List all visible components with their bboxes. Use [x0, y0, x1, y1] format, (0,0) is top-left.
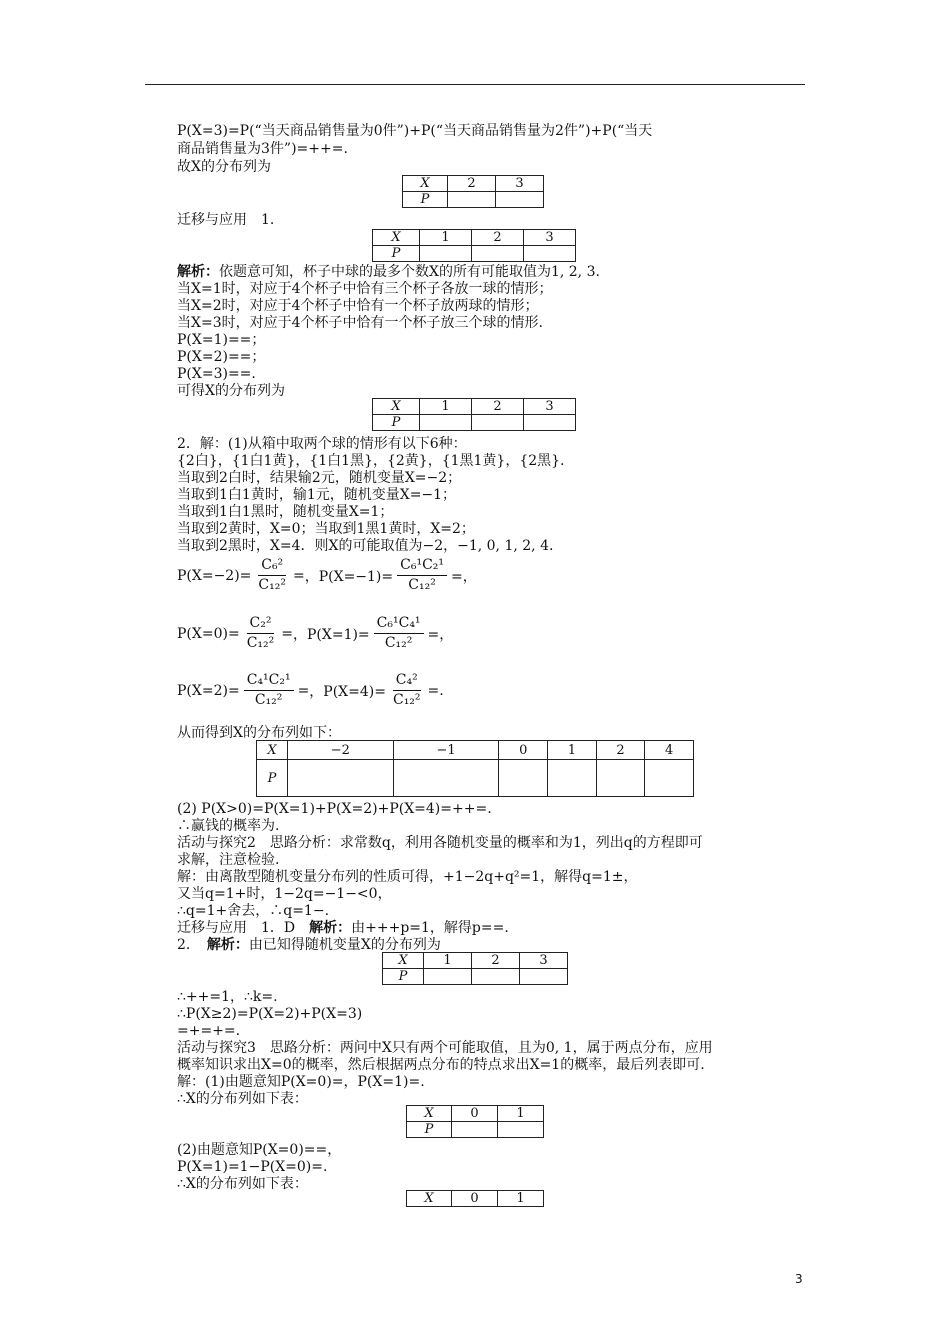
text-line: 当取到2黄时，X=0；当取到1黑1黄时，X=2； — [177, 521, 475, 537]
table-cell — [393, 760, 499, 797]
table-cell: 1 — [498, 1191, 544, 1207]
formula-tail: = — [281, 625, 293, 642]
formula-lhs: ，P(X=4)= — [309, 683, 386, 700]
table-cell: 0 — [452, 1191, 498, 1207]
formula-lhs: P(X=2)= — [177, 682, 240, 699]
table-cell: 1 — [498, 1106, 544, 1122]
table-header-p: P — [407, 1122, 452, 1138]
table-cell: 1 — [548, 741, 597, 760]
text-span: 由+++p=1，解得p==. — [351, 920, 509, 936]
text-line: ∴X的分布列如下表： — [177, 1176, 308, 1192]
text-span: 依题意可知，杯子中球的最多个数X的所有可能取值为1, 2, 3. — [219, 264, 600, 280]
table-cell — [424, 969, 472, 985]
fraction-numerator: C₄² — [393, 672, 421, 691]
text-line: 可得X的分布列为 — [177, 383, 285, 399]
text-line — [177, 937, 441, 953]
table-cell: 2 — [448, 176, 496, 192]
analysis-label: 解析： — [309, 920, 352, 936]
text-line — [177, 264, 600, 280]
text-line: ∴q=1+舍去，∴q=1−. — [177, 903, 330, 919]
fraction-numerator: C₆² — [258, 557, 286, 576]
table-cell — [448, 192, 496, 208]
fraction-denominator: C₁₂² — [258, 577, 286, 593]
analysis-label: 解析： — [177, 264, 219, 280]
fraction-denominator: C₁₂² — [392, 692, 421, 708]
table-cell — [645, 760, 694, 797]
table-header-x: X — [383, 953, 424, 969]
table-cell — [524, 415, 576, 431]
table-header-x: X — [407, 1106, 452, 1122]
table-header-x: X — [373, 230, 420, 246]
table-cell — [452, 1122, 498, 1138]
text-line: 当取到2白时，结果输2元，随机变量X=−2； — [177, 470, 462, 486]
text-span: 迁移与应用 1．D — [177, 920, 310, 936]
table-cell — [472, 415, 524, 431]
table-header-p: P — [383, 969, 424, 985]
text-span: 由已知得随机变量X的分布列为 — [248, 937, 441, 953]
table-header-x: X — [257, 741, 288, 760]
table-cell: 3 — [524, 399, 576, 415]
distribution-table-5 — [382, 952, 568, 985]
fraction-denominator: C₁₂² — [408, 577, 436, 593]
table-cell: 3 — [520, 953, 568, 969]
formula-tail: =， — [451, 568, 477, 585]
text-line: 当X=3时，对应于4个杯子中恰有一个杯子放三个球的情形. — [177, 315, 543, 331]
table-cell: 1 — [420, 230, 472, 246]
distribution-table-2 — [372, 229, 576, 262]
text-line: 商品销售量为3件”)=++=. — [177, 141, 348, 157]
distribution-table-1 — [402, 175, 544, 208]
table-cell — [596, 760, 645, 797]
table-cell — [472, 246, 524, 262]
text-line: P(X=2)==； — [177, 349, 266, 365]
table-cell — [548, 760, 597, 797]
text-line: (2) P(X>0)=P(X=1)+P(X=2)+P(X=4)=++=. — [177, 801, 492, 817]
table-cell: −2 — [288, 741, 394, 760]
text-line: 解：由离散型随机变量分布列的性质可得，+1−2q+q²=1，解得q=1±， — [177, 869, 638, 885]
text-line: ∴P(X≥2)=P(X=2)+P(X=3) — [177, 1006, 363, 1022]
table-cell: 2 — [472, 953, 520, 969]
fraction — [244, 615, 278, 652]
table-cell: −1 — [393, 741, 499, 760]
fraction-numerator: C₂² — [247, 615, 275, 634]
fraction — [397, 557, 447, 594]
fraction-denominator: C₁₂² — [246, 635, 275, 651]
table-cell — [420, 246, 472, 262]
text-line: 故X的分布列为 — [177, 159, 271, 175]
table-cell: 2 — [596, 741, 645, 760]
table-cell — [499, 760, 548, 797]
text-line: P(X=1)=1−P(X=0)=. — [177, 1159, 328, 1175]
table-cell: 2 — [472, 399, 524, 415]
text-line: 迁移与应用 1. — [177, 212, 275, 228]
fraction-numerator: C₆¹C₄¹ — [374, 615, 424, 634]
text-line — [177, 920, 509, 936]
table-header-x: X — [407, 1191, 452, 1207]
distribution-table-4 — [256, 740, 694, 797]
text-line: 又当q=1+时，1−2q=−1−<0， — [177, 886, 392, 902]
table-cell — [524, 246, 576, 262]
header-rule — [145, 84, 805, 85]
text-line: 2．解：(1)从箱中取两个球的情形有以下6种： — [177, 436, 467, 452]
distribution-table-3 — [372, 398, 576, 431]
distribution-table-6 — [406, 1105, 544, 1138]
text-line: 活动与探究3 思路分析：两问中X只有两个可能取值，且为0, 1，属于两点分布，应用 — [177, 1040, 713, 1056]
table-cell: 1 — [424, 953, 472, 969]
table-cell: 3 — [496, 176, 544, 192]
formula-row-1 — [177, 557, 477, 594]
analysis-label: 解析： — [206, 937, 249, 953]
table-cell: 0 — [499, 741, 548, 760]
formula-lhs: ，P(X=−1)= — [304, 568, 394, 585]
text-line: 当X=1时，对应于4个杯子中恰有三个杯子各放一球的情形； — [177, 281, 553, 297]
text-span: 2． — [177, 937, 207, 953]
text-line: 活动与探究2 思路分析：求常数q，利用各随机变量的概率和为1，列出q的方程即可 — [177, 835, 703, 851]
table-header-x: X — [403, 176, 448, 192]
text-line: 从而得到X的分布列如下： — [177, 725, 341, 741]
text-line: P(X=3)==. — [177, 366, 256, 382]
fraction-denominator: C₁₂² — [254, 692, 283, 708]
table-cell: 2 — [472, 230, 524, 246]
text-line: 当取到1白1黄时，输1元，随机变量X=−1； — [177, 487, 457, 503]
table-cell — [288, 760, 394, 797]
page-number: 3 — [795, 1272, 803, 1286]
table-header-x: X — [373, 399, 420, 415]
fraction — [374, 615, 424, 652]
text-line: (2)由题意知P(X=0)==， — [177, 1142, 342, 1158]
text-line: 当取到2黑时，X=4．则X的可能取值为−2，−1, 0, 1, 2, 4. — [177, 538, 554, 554]
table-cell: 4 — [645, 741, 694, 760]
table-cell — [520, 969, 568, 985]
text-line: P(X=1)==； — [177, 332, 266, 348]
formula-tail: =， — [427, 626, 454, 643]
fraction-denominator: C₁₂² — [384, 635, 413, 651]
text-line: P(X=3)=P(“当天商品销售量为0件”)+P(“当天商品销售量为2件”)+P(“当天 — [177, 123, 653, 139]
text-line: ∴X的分布列如下表： — [177, 1091, 308, 1107]
text-line: ∴++=1，∴k=. — [177, 989, 278, 1005]
text-line: =+=+=. — [177, 1023, 241, 1039]
table-header-p: P — [257, 760, 288, 797]
text-line: 解：(1)由题意知P(X=0)=，P(X=1)=. — [177, 1074, 425, 1090]
text-line: {2白}，{1白1黄}，{1白1黑}，{2黄}，{1黑1黄}，{2黑}. — [177, 453, 565, 469]
text-line: 当X=2时，对应于4个杯子中恰有一个杯子放两球的情形； — [177, 298, 539, 314]
table-cell: 0 — [452, 1106, 498, 1122]
text-line: 当取到1白1黑时，随机变量X=1； — [177, 504, 394, 520]
table-cell — [496, 192, 544, 208]
table-header-p: P — [373, 415, 420, 431]
table-cell — [498, 1122, 544, 1138]
table-cell — [420, 415, 472, 431]
formula-tail: =. — [427, 682, 444, 699]
text-line: ∴赢钱的概率为. — [177, 818, 280, 834]
table-cell — [472, 969, 520, 985]
fraction — [390, 672, 424, 709]
formula-lhs: P(X=−2)= — [177, 567, 252, 584]
table-header-p: P — [373, 246, 420, 262]
formula-tail: = — [292, 567, 305, 584]
table-cell: 1 — [420, 399, 472, 415]
fraction — [255, 557, 289, 594]
fraction-numerator: C₆¹C₂¹ — [397, 557, 447, 576]
fraction-numerator: C₄¹C₂¹ — [244, 672, 294, 691]
formula-row-2 — [177, 615, 453, 652]
formula-lhs: ，P(X=1)= — [292, 626, 370, 643]
formula-lhs: P(X=0)= — [177, 625, 240, 642]
distribution-table-7 — [406, 1190, 544, 1207]
table-cell: 3 — [524, 230, 576, 246]
text-line: 求解，注意检验. — [177, 852, 280, 868]
fraction — [244, 672, 294, 709]
formula-row-3 — [177, 672, 444, 709]
text-line: 概率知识求出X=0的概率，然后根据两点分布的特点求出X=1的概率，最后列表即可. — [177, 1057, 705, 1073]
formula-tail: = — [297, 682, 310, 699]
table-header-p: P — [403, 192, 448, 208]
